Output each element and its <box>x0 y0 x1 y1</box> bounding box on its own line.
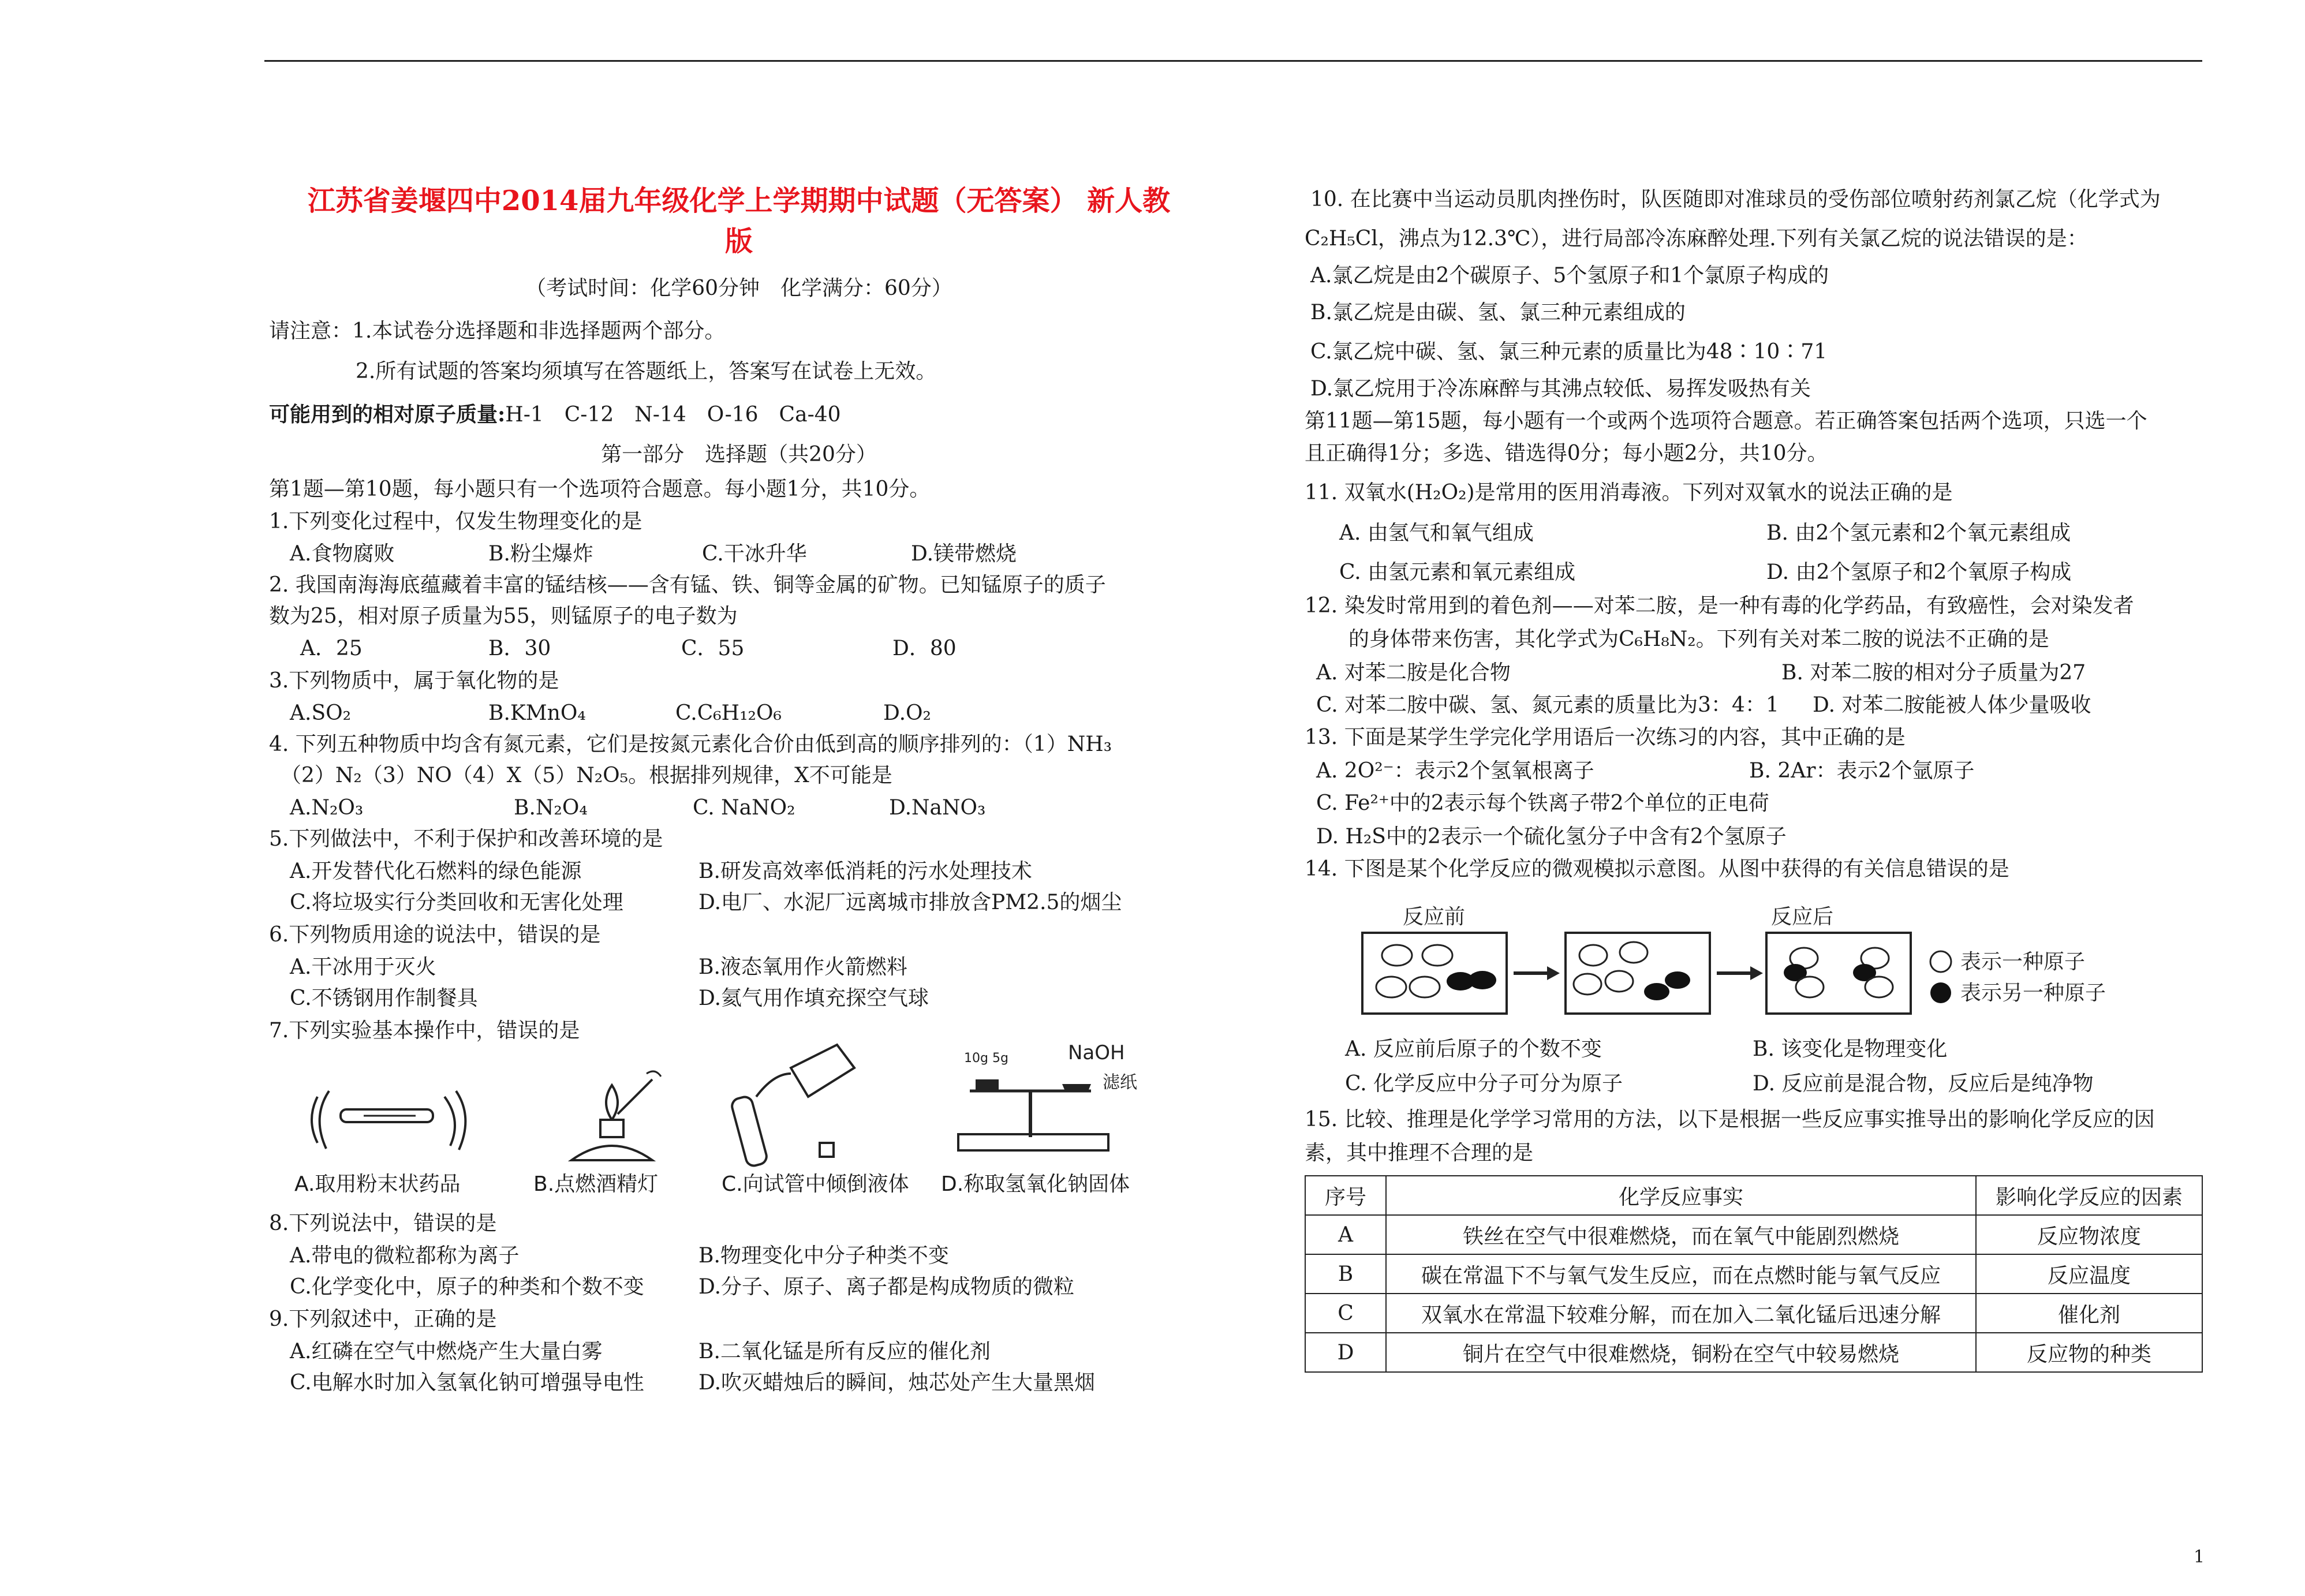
table-cell: 碳在常温下不与氧气发生反应，而在点燃时能与氧气反应 <box>1386 1254 1976 1294</box>
table-header-row <box>1305 1176 2202 1215</box>
table-row <box>1305 1333 2202 1372</box>
q7-option-a: A.取用粉末状药品 <box>294 1172 461 1196</box>
table-row <box>1305 1294 2202 1333</box>
q4-stem-1: 4. 下列五种物质中均含有氮元素，它们是按氮元素化合价由低到高的顺序排列的：（1）NH₃ <box>269 732 1112 756</box>
q14-option-d: D. 反应前是混合物，反应后是纯净物 <box>1753 1072 2094 1096</box>
q9-option-d: D.吹灭蜡烛后的瞬间，烛芯处产生大量黑烟 <box>698 1371 1096 1395</box>
q10-option-d: D.氯乙烷用于冷冻麻醉与其沸点较低、易挥发吸热有关 <box>1310 377 1811 401</box>
q11-option-d: D. 由2个氢原子和2个氧原子构成 <box>1766 560 2072 584</box>
alcohol-lamp-figure <box>554 1062 670 1166</box>
header-cell: 化学反应事实 <box>1386 1176 1976 1215</box>
q6-stem: 6.下列物质用途的说法中，错误的是 <box>269 923 601 947</box>
section2-intro-2: 且正确得1分；多选、错选得0分；每小题2分，共10分。 <box>1305 442 1828 465</box>
q12-option-b: B. 对苯二胺的相对分子质量为27 <box>1781 661 2086 685</box>
q10-stem-2: C₂H₅Cl，沸点为12.3℃），进行局部冷冻麻醉处理.下列有关氯乙烷的说法错误的是： <box>1305 227 2088 251</box>
q4-option-d: D.NaNO₃ <box>889 796 986 820</box>
q2-stem-1: 2. 我国南海海底蕴藏着丰富的锰结核——含有锰、铁、铜等金属的矿物。已知锰原子的质子 <box>269 573 1106 597</box>
q6-option-a: A.干冰用于灭火 <box>290 955 436 979</box>
q12-option-d: D. 对苯二胺能被人体少量吸收 <box>1813 693 2091 717</box>
q12-option-a: A. 对苯二胺是化合物 <box>1316 661 1511 685</box>
legend-open-label: 表示一种原子 <box>1960 950 2086 974</box>
q1-option-a: A.食物腐败 <box>290 542 395 566</box>
q13-option-d: D. H₂S中的2表示一个硫化氢分子中含有2个氢原子 <box>1316 825 1787 849</box>
table-row <box>1305 1254 2202 1294</box>
part1-heading: 第一部分 选择题（共20分） <box>601 443 877 466</box>
table-cell: B <box>1305 1254 1386 1294</box>
header-rule <box>264 60 2202 62</box>
q2-option-a: A．25 <box>300 637 363 660</box>
q5-option-a: A.开发替代化石燃料的绿色能源 <box>290 859 582 883</box>
q2-option-d: D．80 <box>892 637 957 660</box>
q10-option-a: A.氯乙烷是由2个碳原子、5个氢原子和1个氯原子构成的 <box>1310 264 1829 287</box>
q3-option-d: D.O₂ <box>883 701 931 725</box>
table-cell: C <box>1305 1294 1386 1333</box>
q4-option-c: C. NaNO₂ <box>693 796 795 820</box>
q7-stem: 7.下列实验基本操作中，错误的是 <box>269 1019 580 1042</box>
section1-intro: 第1题—第10题，每小题只有一个选项符合题意。每小题1分，共10分。 <box>269 477 931 501</box>
q1-option-d: D.镁带燃烧 <box>911 542 1017 566</box>
q6-option-d: D.氦气用作填充探空气球 <box>698 986 929 1010</box>
q9-stem: 9.下列叙述中，正确的是 <box>269 1307 497 1331</box>
q9-option-b: B.二氧化锰是所有反应的催化剂 <box>698 1340 991 1363</box>
table-row <box>1305 1215 2202 1254</box>
q3-option-a: A.SO₂ <box>290 701 352 725</box>
page-number: 1 <box>2194 1547 2205 1567</box>
atomic-mass-values: H-1 C-12 N-14 O-16 Ca-40 <box>505 403 841 427</box>
naoh-label: NaOH <box>1068 1041 1125 1064</box>
q15-stem-2: 素，其中推理不合理的是 <box>1305 1141 1534 1165</box>
q2-option-b: B．30 <box>488 637 551 660</box>
q10-option-c: C.氯乙烷中碳、氢、氯三种元素的质量比为48∶10∶71 <box>1310 340 1828 364</box>
q4-option-b: B.N₂O₄ <box>514 796 588 820</box>
q15-stem-1: 15. 比较、推理是化学学习常用的方法，以下是根据一些反应事实推导出的影响化学反应的因 <box>1305 1108 2155 1131</box>
atomic-mass <box>269 402 841 428</box>
powder-handling-figure <box>294 1074 479 1160</box>
note-1: 请注意：1.本试卷分选择题和非选择题两个部分。 <box>269 319 726 343</box>
table-cell: 反应物浓度 <box>1976 1215 2202 1254</box>
q10-stem-1: 10. 在比赛中当运动员肌肉挫伤时，队医随即对准球员的受伤部位喷射药剂氯乙烷（化学式为 <box>1310 188 2161 211</box>
q11-option-a: A. 由氢气和氧气组成 <box>1339 521 1534 545</box>
q7-option-d: D.称取氢氧化钠固体 <box>941 1172 1130 1196</box>
q12-stem-2: 的身体带来伤害，其化学式为C₆H₈N₂。下列有关对苯二胺的说法不正确的是 <box>1348 627 2049 651</box>
weigh-naoh-figure <box>947 1039 1166 1154</box>
reaction-diagram <box>1357 900 2165 1027</box>
reaction-factors-table <box>1305 1175 2203 1373</box>
q13-option-a: A. 2O²⁻：表示2个氢氧根离子 <box>1316 759 1594 783</box>
q5-option-b: B.研发高效率低消耗的污水处理技术 <box>698 859 1032 883</box>
exam-info: （考试时间：化学60分钟 化学满分：60分） <box>525 276 952 300</box>
atomic-mass-label: 可能用到的相对原子质量: <box>269 402 506 427</box>
q2-stem-2: 数为25，相对原子质量为55，则锰原子的电子数为 <box>269 604 738 628</box>
q6-option-c: C.不锈钢用作制餐具 <box>290 986 478 1010</box>
q8-option-c: C.化学变化中，原子的种类和个数不变 <box>290 1275 644 1299</box>
pour-liquid-figure <box>722 1033 872 1172</box>
q8-stem: 8.下列说法中，错误的是 <box>269 1212 497 1235</box>
title-line1: 江苏省姜堰四中2014届九年级化学上学期期中试题（无答案） 新人教 <box>307 185 1171 217</box>
q14-option-b: B. 该变化是物理变化 <box>1753 1037 1948 1061</box>
header-cell: 序号 <box>1305 1176 1386 1215</box>
q6-option-b: B.液态氧用作火箭燃料 <box>698 955 907 979</box>
q12-option-c: C. 对苯二胺中碳、氢、氮元素的质量比为3：4：1 <box>1316 693 1779 717</box>
after-label: 反应后 <box>1771 905 1834 929</box>
legend-filled-label: 表示另一种原子 <box>1960 981 2106 1005</box>
q4-option-a: A.N₂O₃ <box>290 796 364 820</box>
q13-option-c: C. Fe²⁺中的2表示每个铁离子带2个单位的正电荷 <box>1316 791 1769 815</box>
section2-intro-1: 第11题—第15题，每小题有一个或两个选项符合题意。若正确答案包括两个选项，只选一个 <box>1305 409 2147 433</box>
q9-option-c: C.电解水时加入氢氧化钠可增强导电性 <box>290 1371 644 1395</box>
q8-option-b: B.物理变化中分子种类不变 <box>698 1244 949 1268</box>
q11-stem: 11. 双氧水(H₂O₂)是常用的医用消毒液。下列对双氧水的说法正确的是 <box>1305 481 1953 504</box>
q1-option-b: B.粉尘爆炸 <box>488 542 593 566</box>
q3-option-c: C.C₆H₁₂O₆ <box>675 701 782 725</box>
q5-option-c: C.将垃圾实行分类回收和无害化处理 <box>290 891 623 914</box>
before-label: 反应前 <box>1403 905 1466 929</box>
filter-paper-label: 滤纸 <box>1103 1072 1137 1093</box>
q3-option-b: B.KMnO₄ <box>488 701 586 725</box>
table-cell: A <box>1305 1215 1386 1254</box>
q11-option-b: B. 由2个氢元素和2个氧元素组成 <box>1766 521 2071 545</box>
q7-option-b: B.点燃酒精灯 <box>533 1172 659 1196</box>
weights-label: 10g 5g <box>964 1051 1008 1066</box>
q12-stem-1: 12. 染发时常用到的着色剂——对苯二胺，是一种有毒的化学药品，有致癌性，会对染发者 <box>1305 594 2134 618</box>
table-cell: 双氧水在常温下较难分解，而在加入二氧化锰后迅速分解 <box>1386 1294 1976 1333</box>
table-cell: D <box>1305 1333 1386 1372</box>
note-2: 2.所有试题的答案均须填写在答题纸上，答案写在试卷上无效。 <box>356 360 937 383</box>
q7-option-c: C.向试管中倾倒液体 <box>722 1172 909 1196</box>
q8-option-d: D.分子、原子、离子都是构成物质的微粒 <box>698 1275 1075 1299</box>
q3-stem: 3.下列物质中，属于氧化物的是 <box>269 669 559 693</box>
title-line2: 版 <box>724 225 753 257</box>
q2-option-c: C．55 <box>681 637 745 660</box>
q14-option-c: C. 化学反应中分子可分为原子 <box>1345 1072 1623 1096</box>
q4-stem-2: （2）N₂（3）NO（4）X（5）N₂O₅。根据排列规律，X不可能是 <box>281 764 892 787</box>
q5-stem: 5.下列做法中，不利于保护和改善环境的是 <box>269 827 663 851</box>
q14-option-a: A. 反应前后原子的个数不变 <box>1345 1037 1602 1061</box>
q13-stem: 13. 下面是某学生学完化学用语后一次练习的内容，其中正确的是 <box>1305 726 1906 749</box>
table-cell: 铜片在空气中很难燃烧，铜粉在空气中较易燃烧 <box>1386 1333 1976 1372</box>
table-cell: 催化剂 <box>1976 1294 2202 1333</box>
header-cell: 影响化学反应的因素 <box>1976 1176 2202 1215</box>
table-cell: 铁丝在空气中很难燃烧，而在氧气中能剧烈燃烧 <box>1386 1215 1976 1254</box>
q14-stem: 14. 下图是某个化学反应的微观模拟示意图。从图中获得的有关信息错误的是 <box>1305 857 2009 881</box>
q5-option-d: D.电厂、水泥厂远离城市排放含PM2.5的烟尘 <box>698 891 1122 914</box>
q11-option-c: C. 由氢元素和氧元素组成 <box>1339 560 1576 584</box>
q9-option-a: A.红磷在空气中燃烧产生大量白雾 <box>290 1340 603 1363</box>
q1-stem: 1.下列变化过程中，仅发生物理变化的是 <box>269 510 642 533</box>
q10-option-b: B.氯乙烷是由碳、氢、氯三种元素组成的 <box>1310 301 1686 324</box>
q13-option-b: B. 2Ar：表示2个氩原子 <box>1749 759 1975 783</box>
q8-option-a: A.带电的微粒都称为离子 <box>290 1244 520 1268</box>
q1-option-c: C.干冰升华 <box>702 542 807 566</box>
table-cell: 反应物的种类 <box>1976 1333 2202 1372</box>
table-cell: 反应温度 <box>1976 1254 2202 1294</box>
